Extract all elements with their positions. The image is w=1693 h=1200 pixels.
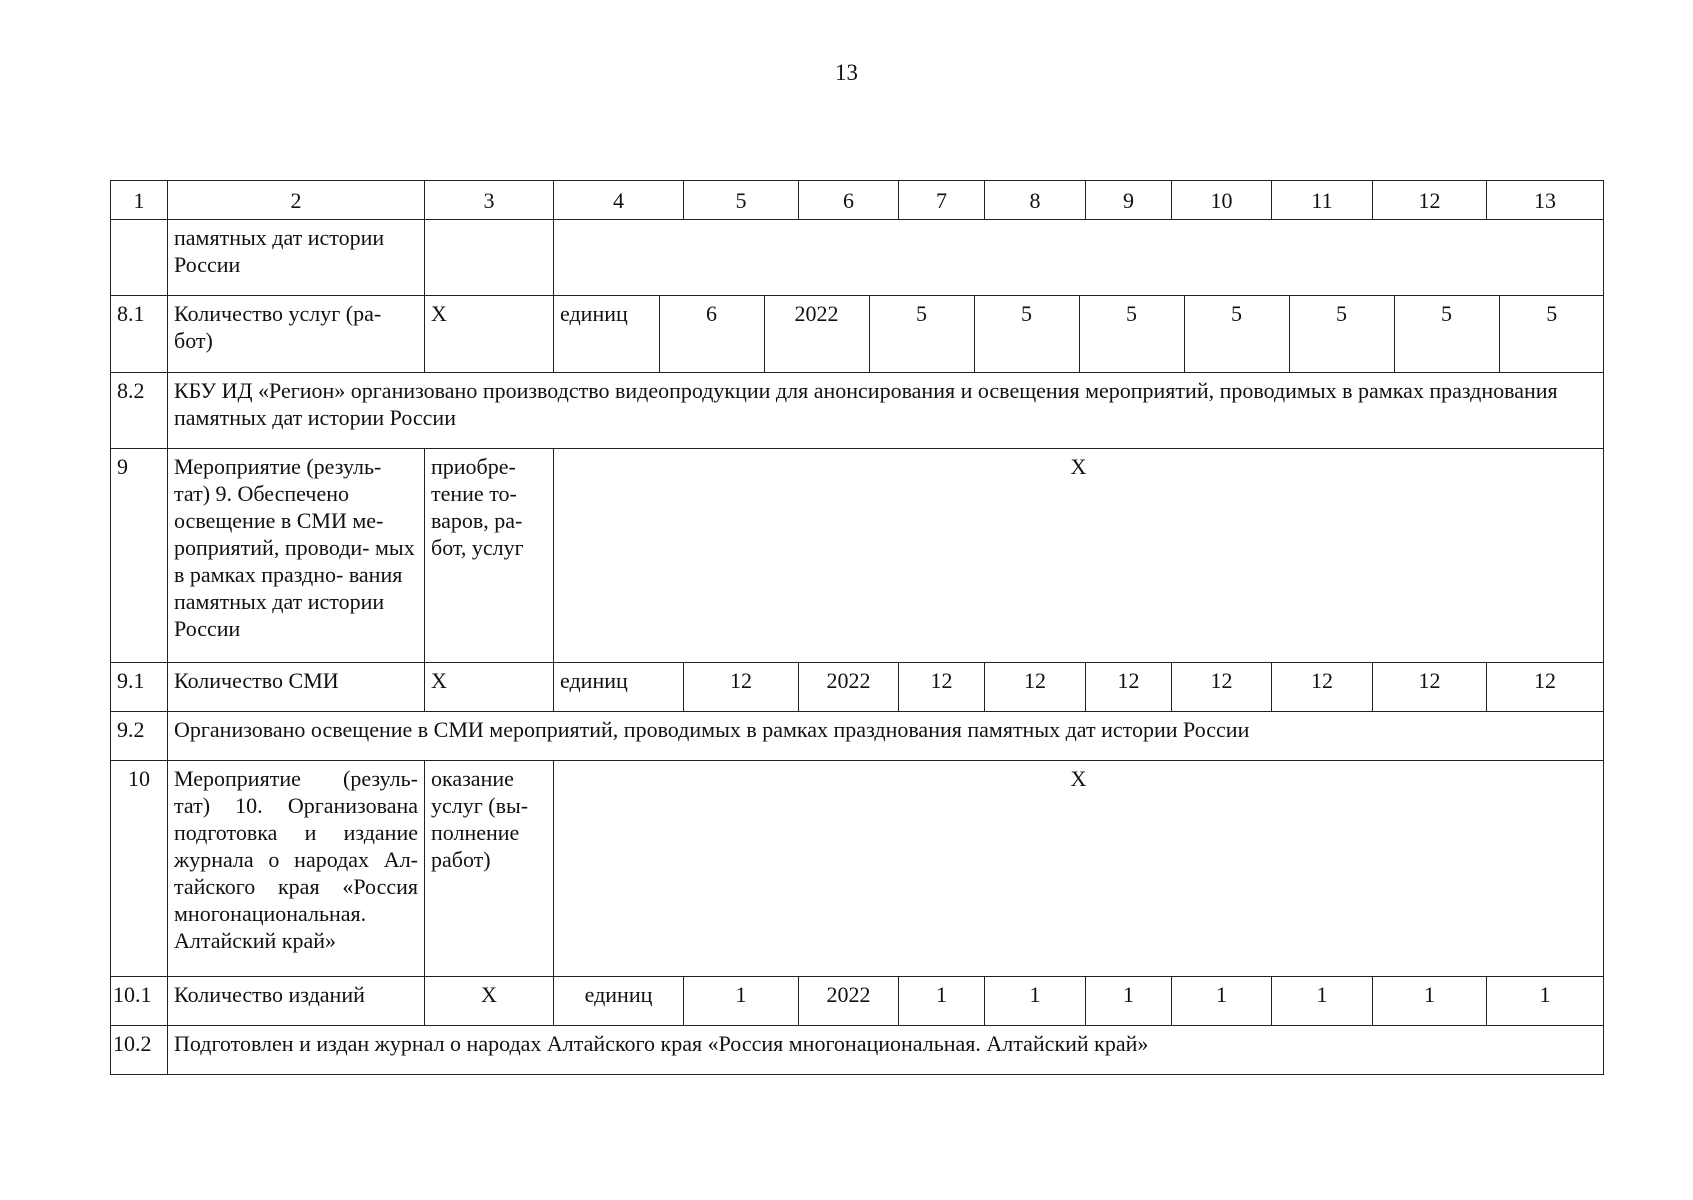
column-header: 4 xyxy=(554,181,684,220)
value-cell: 1 xyxy=(684,977,799,1026)
row-number-cell: 9.2 xyxy=(111,712,168,761)
row-col3-cell: Х xyxy=(425,296,554,373)
value-cell: 2022 xyxy=(799,977,899,1026)
data-table xyxy=(110,180,1604,1075)
column-header: 9 xyxy=(1086,181,1172,220)
row-merged-cell xyxy=(554,761,1604,977)
table-row xyxy=(111,977,1604,1026)
table-row xyxy=(111,1026,1604,1075)
table-row xyxy=(111,761,1604,977)
value-cell: 1 xyxy=(899,977,985,1026)
value-cell: 5 xyxy=(1184,296,1289,372)
value-cell: 5 xyxy=(1394,296,1499,372)
row-name-cell: памятных дат истории России xyxy=(168,220,425,296)
row-number-cell: 10 xyxy=(111,761,168,977)
row-merged-cell xyxy=(554,449,1604,663)
row-name-cell: Мероприятие (резуль- тат) 10. Организована подготовка и издание журнала о народах Ал- тайского края «Россия многонациональная. Алтайский край» xyxy=(168,761,425,977)
row-col3-cell xyxy=(425,220,554,296)
unit-cell: единиц xyxy=(554,663,684,712)
value-cell: 5 xyxy=(974,296,1079,372)
row-col3-cell: оказание услуг (вы- полнение работ) xyxy=(425,761,554,977)
column-header: 1 xyxy=(111,181,168,220)
value-cell: 5 xyxy=(1499,296,1604,372)
page-number: 13 xyxy=(835,60,858,85)
value-cell: 2022 xyxy=(764,296,869,372)
value-cell: 12 xyxy=(1172,663,1272,712)
value-cell: 5 xyxy=(1079,296,1184,372)
value-cell: 1 xyxy=(1487,977,1604,1026)
row-values-subtable xyxy=(554,296,1604,372)
unit-cell: единиц xyxy=(554,977,684,1026)
row-merged-cell xyxy=(554,220,1604,296)
x-mark: Х xyxy=(1070,766,1087,791)
value-cell: 12 xyxy=(899,663,985,712)
value-cell: 1 xyxy=(1373,977,1487,1026)
value-cell: 1 xyxy=(1272,977,1373,1026)
column-header: 10 xyxy=(1172,181,1272,220)
value-cell: 12 xyxy=(1373,663,1487,712)
row-number-cell xyxy=(111,220,168,296)
row-number-cell: 10.2 xyxy=(111,1026,168,1075)
row-col3-cell: Х xyxy=(425,977,554,1026)
value-cell: 12 xyxy=(1086,663,1172,712)
column-header: 11 xyxy=(1272,181,1373,220)
table-row xyxy=(111,663,1604,712)
table-row xyxy=(111,712,1604,761)
value-cell: 12 xyxy=(985,663,1086,712)
column-header: 2 xyxy=(168,181,425,220)
column-header: 8 xyxy=(985,181,1086,220)
row-description-cell: КБУ ИД «Регион» организовано производство видеопродукции для анонсирования и освещения мероприятий, проводимых в рамках празднования памятных дат истории России xyxy=(168,373,1604,449)
row-values-group xyxy=(554,296,1604,373)
row-number-cell: 9.1 xyxy=(111,663,168,712)
row-name-cell: Количество изданий xyxy=(168,977,425,1026)
row-number-cell: 8.1 xyxy=(111,296,168,373)
value-cell: 6 xyxy=(659,296,764,372)
value-cell: 1 xyxy=(985,977,1086,1026)
column-header: 12 xyxy=(1373,181,1487,220)
row-name-cell: Мероприятие (резуль- тат) 9. Обеспечено освещение в СМИ ме- роприятий, проводи- мых в рамках праздно- вания памятных дат истории России xyxy=(168,449,425,663)
row-name-cell: Количество СМИ xyxy=(168,663,425,712)
value-cell: 12 xyxy=(684,663,799,712)
row-col3-cell: приобре- тение то- варов, ра- бот, услуг xyxy=(425,449,554,663)
value-cell: 1 xyxy=(1172,977,1272,1026)
table-row xyxy=(111,296,1604,373)
row-col3-cell: Х xyxy=(425,663,554,712)
value-cell: 2022 xyxy=(799,663,899,712)
value-cell: 5 xyxy=(869,296,974,372)
row-number-cell: 9 xyxy=(111,449,168,663)
column-header: 5 xyxy=(684,181,799,220)
row-number-cell: 8.2 xyxy=(111,373,168,449)
row-name-cell: Количество услуг (ра- бот) xyxy=(168,296,425,373)
value-cell: 5 xyxy=(1289,296,1394,372)
row-description-cell: Организовано освещение в СМИ мероприятий, проводимых в рамках празднования памятных дат истории России xyxy=(168,712,1604,761)
value-cell: 12 xyxy=(1487,663,1604,712)
x-mark: Х xyxy=(1070,454,1087,479)
table-row xyxy=(111,220,1604,296)
column-header: 7 xyxy=(899,181,985,220)
table-row xyxy=(111,373,1604,449)
value-cell: 12 xyxy=(1272,663,1373,712)
table-header-row xyxy=(111,181,1604,220)
column-header: 13 xyxy=(1487,181,1604,220)
value-cell: 1 xyxy=(1086,977,1172,1026)
column-header: 6 xyxy=(799,181,899,220)
unit-cell: единиц xyxy=(560,301,628,326)
column-header: 3 xyxy=(425,181,554,220)
table-row xyxy=(111,449,1604,663)
row-number-cell: 10.1 xyxy=(111,977,168,1026)
row-description-cell: Подготовлен и издан журнал о народах Алтайского края «Россия многонациональная. Алтайский край» xyxy=(168,1026,1604,1075)
